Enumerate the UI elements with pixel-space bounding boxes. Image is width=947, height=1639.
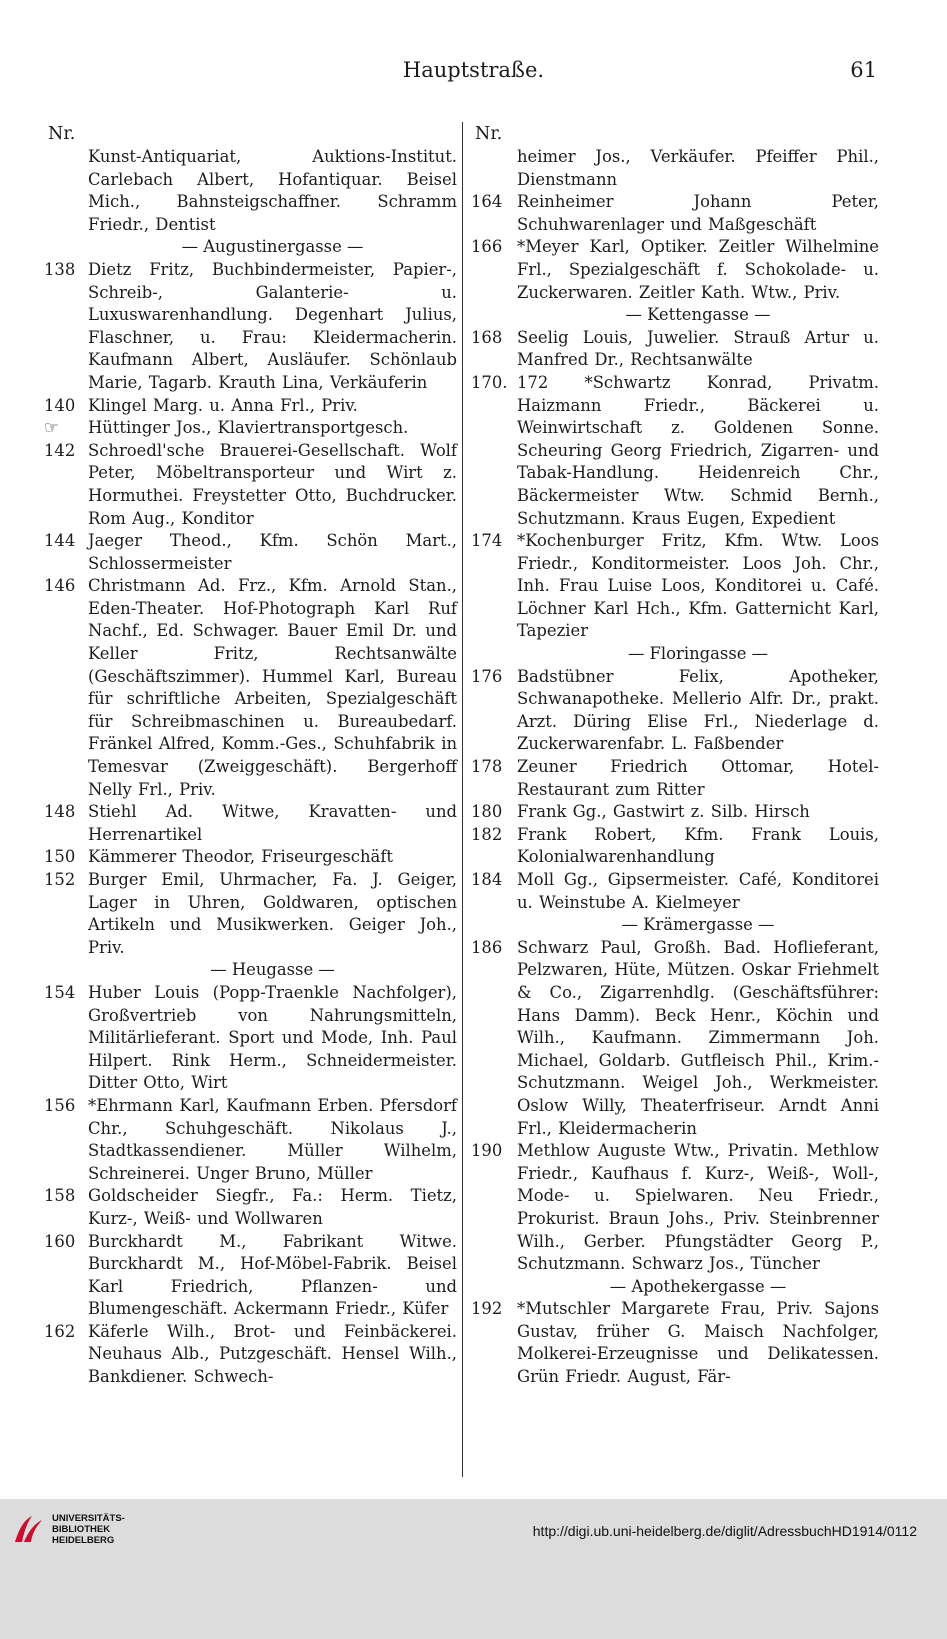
entry-text: Badstübner Felix, Apotheker, Schwanapotheke. Mellerio Alfr. Dr., prakt. Arzt. Düring Elise Frl., Niederlage d. Zuckerwarenfabr. L. Faßbender: [517, 666, 879, 754]
house-number: 152: [44, 870, 76, 889]
nr-label: Nr.: [48, 124, 76, 144]
entry-text: Käferle Wilh., Brot- und Feinbäckerei. Neuhaus Alb., Putzgeschäft. Hensel Wilh., Bankdiener. Schwech-: [88, 1321, 457, 1387]
house-number: 186: [471, 937, 503, 957]
entry-text: Burger Emil, Uhrmacher, Fa. J. Geiger, Lager in Uhren, Goldwaren, optischen Artikeln und Musikwerken. Geiger Joh., Priv.: [88, 870, 457, 957]
directory-entry: [44, 1231, 457, 1321]
house-number: 144: [44, 531, 76, 551]
street-heading: — Floringasse —: [627, 644, 769, 664]
directory-entry: [471, 1298, 879, 1388]
house-number: 140: [44, 395, 76, 415]
page-header: [0, 58, 947, 94]
entry-text: Moll Gg., Gipsermeister. Café, Konditorei u. Weinstube A. Kielmeyer: [517, 870, 879, 912]
source-url-link[interactable]: http://digi.ub.uni-heidelberg.de/diglit/AdressbuchHD1914/0112: [532, 1523, 917, 1539]
directory-entry: [44, 846, 457, 869]
street-heading: — Heugasse —: [210, 960, 335, 980]
library-logo-text: [52, 1513, 125, 1546]
entry-text: *Mutschler Margarete Frau, Priv. Sajons Gustav, früher G. Maisch Nachfolger, Molkerei-Erzeugnisse und Delikatessen. Grün Friedr. August, Fär-: [517, 1299, 879, 1387]
entry-text: Zeuner Friedrich Ottomar, Hotel-Restaurant zum Ritter: [517, 757, 879, 799]
house-number: 150: [44, 847, 76, 867]
entry-text: *Kochenburger Fritz, Kfm. Wtw. Loos Friedr., Konditormeister. Loos Joh. Chr., Inh. Frau Luise Loos, Konditorei u. Café. Löchner Karl Hch., Kfm. Gatternicht Karl, Tapezier: [517, 531, 879, 641]
entry-text: Kämmerer Theodor, Friseurgeschäft: [88, 847, 393, 867]
directory-entry: [44, 417, 457, 440]
house-number: [44, 146, 88, 236]
right-column: [471, 122, 879, 1389]
house-number: 168: [471, 327, 503, 347]
page-number: 61: [850, 58, 877, 82]
left-column: [44, 122, 457, 1389]
entry-text: Jaeger Theod., Kfm. Schön Mart., Schlossermeister: [88, 531, 457, 573]
house-number: 138: [44, 259, 76, 279]
right-entries: [471, 146, 879, 1389]
directory-entry: [44, 440, 457, 530]
directory-entry: [44, 530, 457, 575]
directory-entry: [471, 756, 879, 801]
footer-bar: [0, 1499, 947, 1639]
directory-entry: [44, 146, 457, 236]
directory-entry: [471, 146, 879, 191]
directory-entry: [44, 259, 457, 395]
entry-text: Frank Gg., Gastwirt z. Silb. Hirsch: [517, 802, 810, 822]
house-number: 164: [471, 192, 503, 212]
house-number: 166: [471, 237, 503, 257]
house-number: 146: [44, 576, 76, 596]
house-number: [471, 146, 517, 191]
library-logo-icon: [10, 1511, 46, 1547]
logo-line: HEIDELBERG: [52, 1534, 115, 1546]
street-heading: — Apothekergasse —: [609, 1276, 787, 1296]
house-number: 148: [44, 802, 76, 822]
directory-entry: [44, 869, 457, 959]
logo-line: UNIVERSITÄTS-: [52, 1512, 125, 1524]
directory-entry: [44, 1185, 457, 1230]
house-number: 178: [471, 757, 503, 777]
street-heading: — Krämergasse —: [621, 915, 775, 935]
entry-text: 172 *Schwartz Konrad, Privatm. Haizmann Friedr., Bäckerei u. Weinwirtschaft z. Goldenen Sonne. Scheuring Georg Friedrich, Zigarren- und Tabak-Handlung. Heidenreich Chr., Bäckermeister Wtw. Schmid Bernh., Schutzmann. Kraus Eugen, Expedient: [517, 372, 879, 528]
directory-entry: [471, 666, 879, 756]
directory-entry: [471, 824, 879, 869]
directory-entry: [44, 1321, 457, 1389]
directory-entry: [471, 801, 879, 824]
directory-entry: [44, 982, 457, 1095]
entry-text: Reinheimer Johann Peter, Schuhwarenlager und Maßgeschäft: [517, 192, 879, 234]
entry-text: *Ehrmann Karl, Kaufmann Erben. Pfersdorf Chr., Schuhgeschäft. Nikolaus J., Stadtkassendiener. Müller Wilhelm, Schreinerei. Unger Bruno, Müller: [88, 1095, 457, 1183]
house-number: 160: [44, 1231, 76, 1251]
house-number: 156: [44, 1095, 76, 1115]
house-number: 190: [471, 1141, 503, 1161]
directory-entry: [44, 575, 457, 801]
page-title: Hauptstraße.: [402, 58, 545, 82]
entry-text: Stiehl Ad. Witwe, Kravatten- und Herrenartikel: [88, 802, 457, 844]
column-divider: [462, 122, 463, 1477]
directory-entry: [471, 869, 879, 914]
house-number: 158: [44, 1186, 76, 1206]
directory-entry: [44, 801, 457, 846]
directory-entry: [471, 191, 879, 236]
entry-text: Goldscheider Siegfr., Fa.: Herm. Tietz, Kurz-, Weiß- und Wollwaren: [88, 1186, 457, 1228]
directory-entry: [471, 937, 879, 1140]
logo-line: BIBLIOTHEK: [52, 1523, 111, 1535]
entry-text: Hüttinger Jos., Klaviertransportgesch.: [88, 418, 409, 438]
entry-text: Seelig Louis, Juwelier. Strauß Artur u. Manfred Dr., Rechtsanwälte: [517, 327, 879, 370]
house-number: 176: [471, 666, 503, 686]
street-heading: — Kettengasse —: [625, 305, 771, 325]
entry-text: Schwarz Paul, Großh. Bad. Hoflieferant, Pelzwaren, Hüte, Mützen. Oskar Friehmelt & Co., Zigarrenhdlg. (Geschäftsführer: Hans Damm). Beck Henr., Köchin und Wilh., Kaufmann. Zimmermann Joh. Michael, Goldarb. Gutfleisch Phil., Krim.-Schutzmann. Weigel Joh., Werkmeister. Oslow Willy, Theaterfriseur. Arndt Anni Frl., Kleidermacherin: [517, 937, 879, 1138]
directory-entry: [471, 327, 879, 372]
house-number: 154: [44, 982, 76, 1002]
house-number: 162: [44, 1321, 76, 1341]
entry-text: Christmann Ad. Frz., Kfm. Arnold Stan., Eden-Theater. Hof-Photograph Karl Ruf Nachf., Ed. Schwager. Bauer Emil Dr. und Keller Fritz, Rechtsanwälte (Geschäftszimmer). Hummel Karl, Bureau für schriftliche Arbeiten, Spezialgeschäft für Schreibmaschinen u. Bureaubedarf. Fränkel Alfred, Komm.-Ges., Schuhfabrik in Temesvar (Zweiggeschäft). Bergerhoff Nelly Frl., Priv.: [88, 576, 457, 799]
house-number: 182: [471, 824, 503, 844]
directory-entry: [471, 372, 879, 530]
house-number: 180: [471, 802, 503, 822]
house-number: 192: [471, 1299, 503, 1319]
directory-entry: [44, 395, 457, 418]
directory-entry: [471, 530, 879, 643]
entry-text: Burckhardt M., Fabrikant Witwe. Burckhardt M., Hof-Möbel-Fabrik. Beisel Karl Friedrich, Pflanzen- und Blumengeschäft. Ackermann Friedr., Küfer: [88, 1231, 457, 1319]
entry-text: *Meyer Karl, Optiker. Zeitler Wilhelmine Frl., Spezialgeschäft f. Schokolade- u. Zuckerwaren. Zeitler Kath. Wtw., Priv.: [517, 237, 879, 302]
entry-text: Schroedl'sche Brauerei-Gesellschaft. Wolf Peter, Möbeltransporteur und Wirt z. Hormuthei. Freystetter Otto, Buchdrucker. Rom Aug., Konditor: [88, 440, 457, 528]
house-number: 170.: [471, 372, 508, 392]
entry-text: Dietz Fritz, Buchbindermeister, Papier-, Schreib-, Galanterie- u. Luxuswarenhandlung. Degenhart Julius, Flaschner, u. Frau: Kleidermacherin. Kaufmann Albert, Ausläufer. Schönlaub Marie, Tagarb. Krauth Lina, Verkäuferin: [88, 259, 457, 392]
left-entries: [44, 146, 457, 1389]
nr-label: Nr.: [475, 124, 503, 144]
house-number: 142: [44, 440, 76, 460]
street-heading: — Augustinergasse —: [181, 237, 364, 257]
house-number: 184: [471, 870, 503, 889]
directory-entry: [471, 1140, 879, 1276]
entry-text: Huber Louis (Popp-Traenkle Nachfolger), Großvertrieb von Nahrungsmitteln, Militärlieferant. Sport und Mode, Inh. Paul Hilpert. Rink Herm., Schneidermeister. Ditter Otto, Wirt: [88, 982, 457, 1093]
entry-text: Frank Robert, Kfm. Frank Louis, Kolonialwarenhandlung: [517, 824, 879, 867]
directory-entry: [471, 236, 879, 304]
house-number: ☞: [44, 418, 59, 438]
entry-text: Klingel Marg. u. Anna Frl., Priv.: [88, 395, 358, 415]
directory-entry: [44, 1095, 457, 1185]
entry-text: Kunst-Antiquariat, Auktions-Institut. Carlebach Albert, Hofantiquar. Beisel Mich., Bahnsteigschaffner. Schramm Friedr., Dentist: [88, 147, 457, 234]
entry-text: heimer Jos., Verkäufer. Pfeiffer Phil., Dienstmann: [517, 147, 879, 189]
entry-text: Methlow Auguste Wtw., Privatin. Methlow Friedr., Kaufhaus f. Kurz-, Weiß-, Woll-, Mode- u. Spielwaren. Neu Friedr., Prokurist. Braun Johs., Priv. Steinbrenner Wilh., Gerber. Pfungstädter Georg P., Schutzmann. Schwarz Jos., Tüncher: [517, 1141, 879, 1274]
house-number: 174: [471, 531, 503, 551]
library-logo: [10, 1511, 125, 1547]
